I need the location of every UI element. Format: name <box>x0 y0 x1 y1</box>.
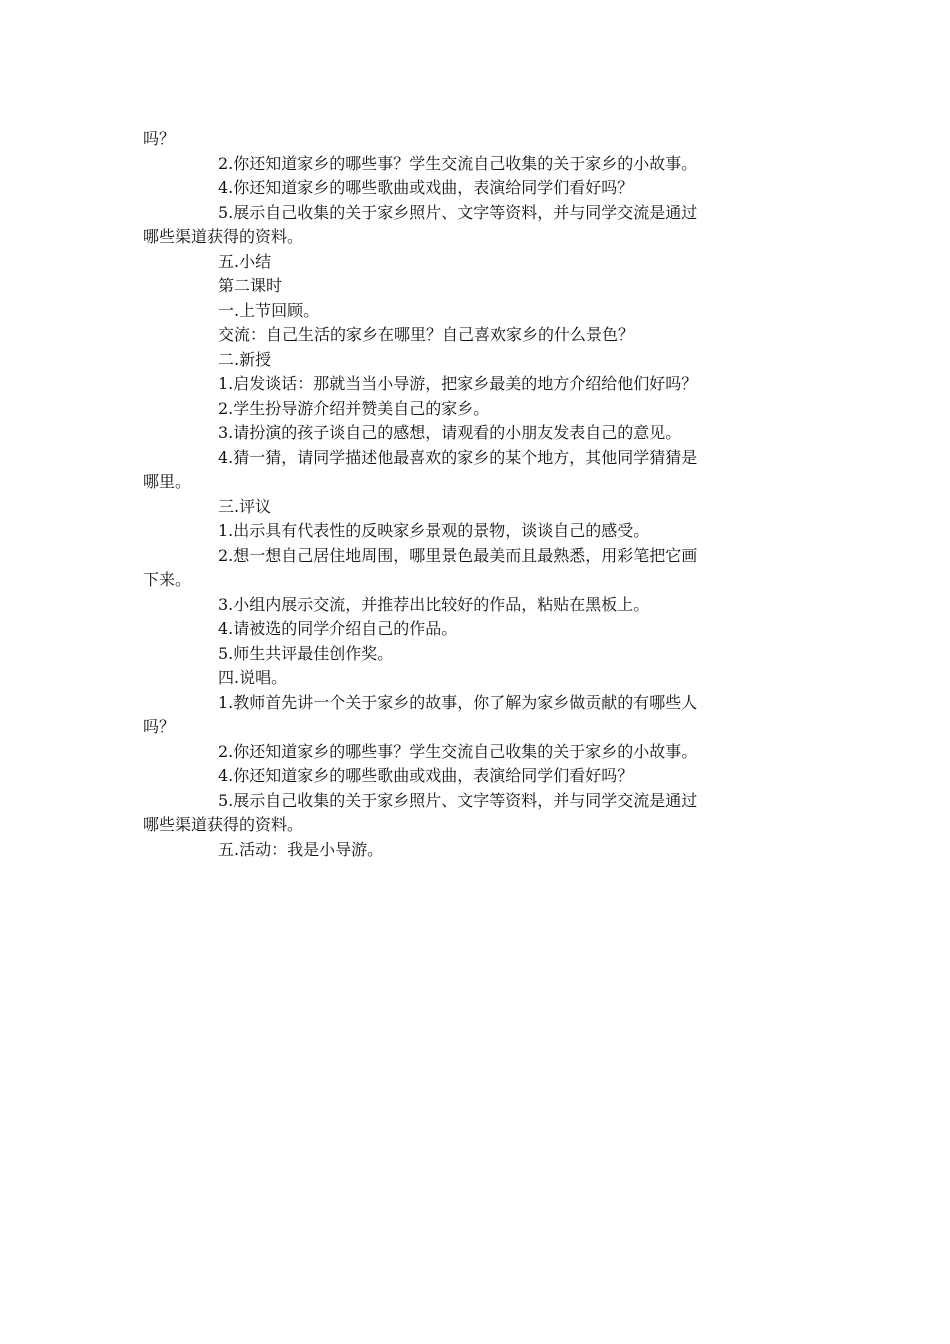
text-line: 1.启发谈话：那就当当小导游，把家乡最美的地方介绍给他们好吗？ <box>218 374 698 393</box>
text-line: 5.展示自己收集的关于家乡照片、文字等资料，并与同学交流是通过 <box>218 790 698 810</box>
text-line: 第二课时 <box>218 276 283 295</box>
text-line: 5.师生共评最佳创作奖。 <box>218 643 394 663</box>
document-body <box>143 127 808 862</box>
text-line: 4.你还知道家乡的哪些歌曲或戏曲，表演给同学们看好吗？ <box>218 766 634 785</box>
text-line: 交流：自己生活的家乡在哪里？自己喜欢家乡的什么景色？ <box>218 325 635 344</box>
text-line: 吗？ <box>143 717 176 736</box>
text-line: 二.新授 <box>218 349 272 369</box>
text-line: 2.你还知道家乡的哪些事？学生交流自己收集的关于家乡的小故事。 <box>218 741 698 761</box>
text-line: 4.猜一猜，请同学描述他最喜欢的家乡的某个地方，其他同学猜猜是 <box>218 447 698 467</box>
text-line: 三.评议 <box>218 496 272 516</box>
text-line: 4.你还知道家乡的哪些歌曲或戏曲，表演给同学们看好吗？ <box>218 178 634 197</box>
text-line: 5.展示自己收集的关于家乡照片、文字等资料，并与同学交流是通过 <box>218 202 698 222</box>
text-line: 下来。 <box>143 570 192 589</box>
text-line: 一.上节回顾。 <box>218 300 320 320</box>
text-line: 1.出示具有代表性的反映家乡景观的景物，谈谈自己的感受。 <box>218 521 650 540</box>
text-line: 哪里。 <box>143 472 192 491</box>
text-line: 哪些渠道获得的资料。 <box>143 815 304 834</box>
text-line: 2.你还知道家乡的哪些事？学生交流自己收集的关于家乡的小故事。 <box>218 153 698 173</box>
text-line: 2.想一想自己居住地周围，哪里景色最美而且最熟悉，用彩笔把它画 <box>218 545 698 565</box>
text-line: 1.教师首先讲一个关于家乡的故事，你了解为家乡做贡献的有哪些人 <box>218 692 698 712</box>
text-line: 4.请被选的同学介绍自己的作品。 <box>218 619 458 638</box>
text-line: 哪些渠道获得的资料。 <box>143 227 304 246</box>
text-line: 五.小结 <box>218 251 272 271</box>
text-line: 四.说唱。 <box>218 668 288 687</box>
text-line: 3.请扮演的孩子谈自己的感想，请观看的小朋友发表自己的意见。 <box>218 423 682 442</box>
text-line: 2.学生扮导游介绍并赞美自己的家乡。 <box>218 398 490 418</box>
text-line: 五.活动：我是小导游。 <box>218 839 384 859</box>
text-line: 3.小组内展示交流，并推荐出比较好的作品，粘贴在黑板上。 <box>218 594 650 614</box>
text-line: 吗？ <box>143 129 176 148</box>
